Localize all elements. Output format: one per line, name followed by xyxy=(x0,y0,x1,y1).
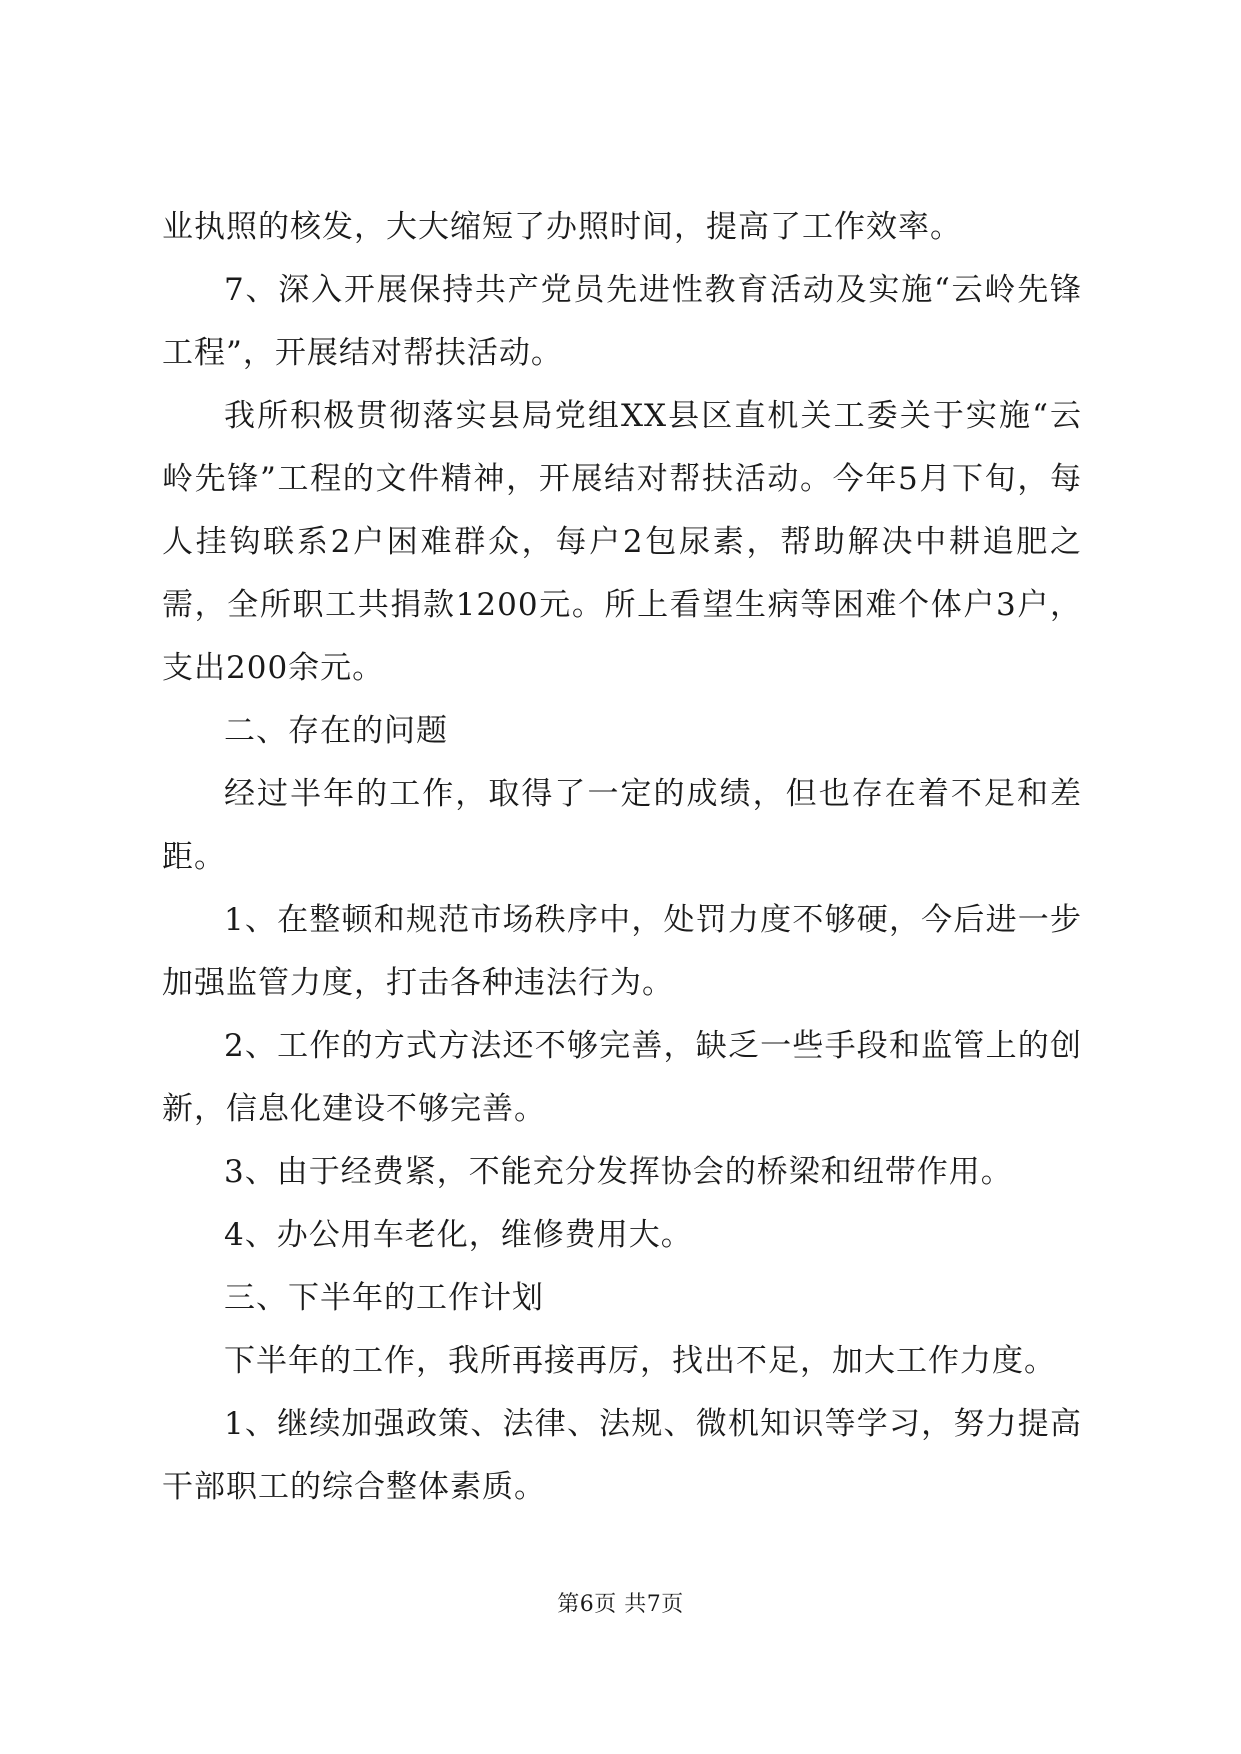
paragraph-problem-3: 3、由于经费紧，不能充分发挥协会的桥梁和纽带作用。 xyxy=(224,1154,1013,1190)
section-heading-plan: 三、下半年的工作计划 xyxy=(224,1280,544,1316)
paragraph-plan-1: 1、继续加强政策、法律、法规、微机知识等学习，努力提高干部职工的综合整体素质。 xyxy=(162,1406,1082,1505)
paragraph-problem-2: 2、工作的方式方法还不够完善，缺乏一些手段和监管上的创新，信息化建设不够完善。 xyxy=(162,1028,1082,1127)
paragraph-yunling-activity: 我所积极贯彻落实县局党组XX县区直机关工委关于实施“云岭先锋”工程的文件精神，开展结对帮扶活动。今年5月下旬，每人挂钩联系2户困难群众，每户2包尿素，帮助解决中耕追肥之需，全所职工共捐款1200元。所上看望生病等困难个体户3户，支出200余元。 xyxy=(162,398,1082,686)
paragraph-problems-intro: 经过半年的工作，取得了一定的成绩，但也存在着不足和差距。 xyxy=(162,776,1082,875)
page-number-footer: 第6页 共7页 xyxy=(557,1592,684,1617)
paragraph-problem-4: 4、办公用车老化，维修费用大。 xyxy=(224,1217,693,1253)
document-body xyxy=(162,196,1082,1519)
paragraph-item-7: 7、深入开展保持共产党员先进性教育活动及实施“云岭先锋工程”，开展结对帮扶活动。 xyxy=(162,272,1082,371)
paragraph-problem-1: 1、在整顿和规范市场秩序中，处罚力度不够硬，今后进一步加强监管力度，打击各种违法行为。 xyxy=(162,902,1082,1001)
section-heading-problems: 二、存在的问题 xyxy=(224,713,448,749)
paragraph-continuation: 业执照的核发，大大缩短了办照时间，提高了工作效率。 xyxy=(162,209,962,245)
paragraph-plan-intro: 下半年的工作，我所再接再厉，找出不足，加大工作力度。 xyxy=(224,1343,1056,1379)
